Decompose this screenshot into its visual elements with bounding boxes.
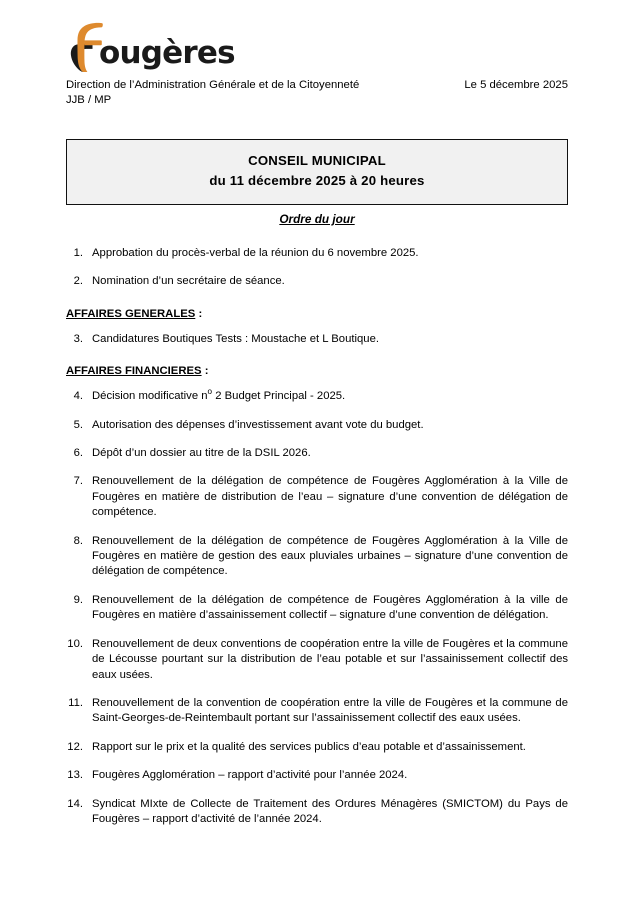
agenda-list-affaires-generales	[66, 332, 568, 347]
agenda-item-text-before: Décision modificative n	[92, 390, 208, 403]
agenda-item	[66, 696, 568, 727]
document-date: Le 5 décembre 2025	[464, 79, 568, 91]
agenda-item-number: 11.	[68, 696, 83, 709]
agenda-item-number: 12.	[67, 740, 83, 753]
agenda-item-text: Fougères Agglomération – rapport d’activité pour l’année 2024.	[92, 769, 408, 782]
section-heading-label: AFFAIRES FINANCIERES	[66, 365, 202, 378]
logo-wordmark: ougères	[99, 35, 235, 71]
agenda-item-text: Renouvellement de deux conventions de coopération entre la ville de Fougères et la commune de Lécousse pourtant sur la distribution de l’eau potable et sur l’assainissement collectif des eaux usées.	[92, 637, 568, 681]
agenda-item-number: 3.	[73, 332, 83, 345]
agenda-item-number: 5.	[73, 418, 83, 431]
degree-superscript: o	[207, 387, 213, 397]
meeting-title: CONSEIL MUNICIPAL	[248, 153, 386, 168]
agenda-item	[66, 474, 568, 520]
agenda-item-text: Approbation du procès-verbal de la réunion du 6 novembre 2025.	[92, 247, 419, 259]
agenda-item	[66, 418, 568, 433]
agenda-item-text: Renouvellement de la convention de coopération entre la ville de Fougères et la commune de Saint-Georges-de-Reintembault portant sur l’assainissement collectif des eaux usées.	[92, 696, 568, 725]
agenda-item-number: 9.	[73, 593, 83, 606]
agenda-item-text: Syndicat MIxte de Collecte de Traitement des Ordures Ménagères (SMICTOM) du Pays de Fougères – rapport d’activité de l’année 2024.	[92, 797, 568, 825]
agenda-item-text: Candidatures Boutiques Tests : Moustache et L Boutique.	[92, 332, 379, 345]
agenda-list-affaires-financieres	[66, 389, 568, 827]
agenda-item	[66, 389, 568, 404]
agenda-item	[66, 446, 568, 461]
header-info-row	[66, 78, 568, 93]
agenda-item-text: Autorisation des dépenses d’investissement avant vote du budget.	[92, 418, 424, 431]
document-header	[66, 22, 568, 108]
agenda-item-text	[92, 389, 568, 404]
section-heading-affaires-financieres	[66, 365, 568, 377]
agenda-item	[66, 740, 568, 755]
agenda-item-text: Dépôt d’un dossier au titre de la DSIL 2026.	[92, 447, 311, 460]
agenda-item-number: 14.	[67, 797, 83, 810]
agenda-item-number: 6.	[73, 447, 83, 460]
agenda-heading: Ordre du jour	[279, 212, 355, 226]
agenda-list-intro	[66, 246, 568, 290]
section-heading-label: AFFAIRES GENERALES	[66, 307, 196, 320]
agenda-item-number: 4.	[73, 390, 83, 403]
agenda-item-text-after: 2 Budget Principal - 2025.	[212, 390, 346, 403]
agenda-item	[66, 797, 568, 828]
agenda-item-text: Renouvellement de la délégation de compétence de Fougères Agglomération à la Ville de Fougères en matière de gestion des eaux pluviales urbaines – signature d’une convention de délégation de compétence.	[92, 534, 568, 578]
agenda-item	[66, 768, 568, 783]
document-reference: JJB / MP	[66, 94, 112, 106]
agenda-item-number: 1.	[73, 247, 83, 259]
meeting-datetime: du 11 décembre 2025 à 20 heures	[209, 173, 425, 188]
agenda-item-number: 10.	[67, 637, 83, 650]
agenda-item	[66, 246, 568, 261]
agenda-item-text: Renouvellement de la délégation de compétence de Fougères Agglomération à la ville de Fougères en matière d’assainissement collectif – signature d’une convention de délégation.	[92, 593, 568, 622]
agenda-item-number: 13.	[67, 769, 83, 782]
meeting-title-box	[66, 139, 568, 205]
section-heading-suffix: :	[195, 307, 203, 320]
agenda-item-text: Renouvellement de la délégation de compétence de Fougères Agglomération à la Ville de Fougères en matière de distribution de l’eau – signature d’une convention de délégation de compétence.	[92, 475, 568, 519]
department-label: Direction de l’Administration Générale et de la Citoyenneté	[66, 79, 360, 91]
agenda-item	[66, 332, 568, 347]
agenda-item-text: Nomination d’un secrétaire de séance.	[92, 275, 285, 288]
agenda-item-text: Rapport sur le prix et la qualité des services publics d’eau potable et d’assainissement.	[92, 740, 526, 753]
agenda-item-number: 2.	[73, 275, 83, 288]
agenda-item	[66, 637, 568, 683]
fougeres-logo	[70, 22, 568, 72]
document-body	[66, 212, 568, 840]
section-heading-affaires-generales	[66, 308, 568, 320]
section-heading-suffix: :	[201, 365, 209, 378]
agenda-item	[66, 534, 568, 580]
agenda-item-number: 7.	[73, 475, 83, 488]
agenda-item	[66, 593, 568, 624]
agenda-item	[66, 274, 568, 289]
agenda-item-number: 8.	[73, 534, 83, 547]
